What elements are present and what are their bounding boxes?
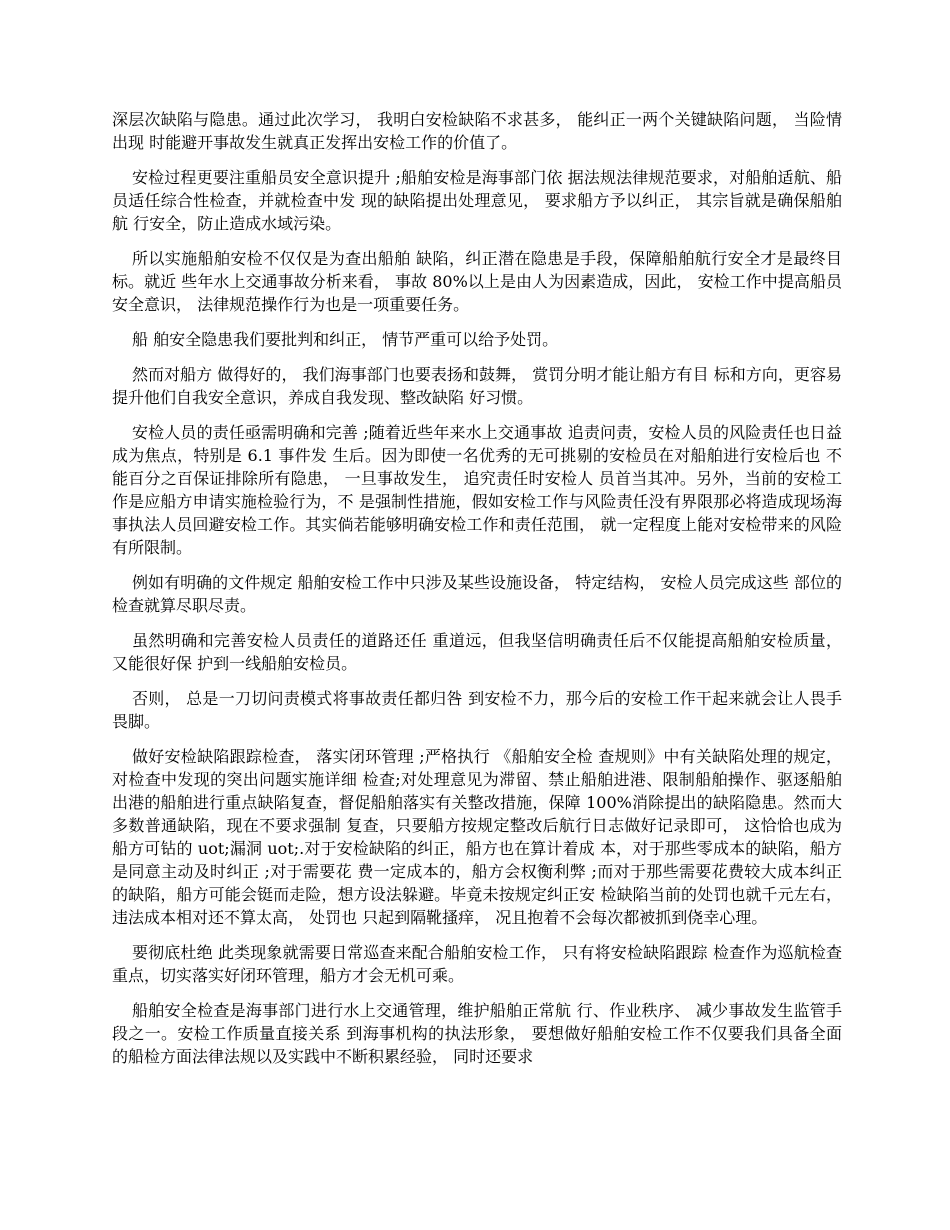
paragraph-otherwise: 否则， 总是一刀切问责模式将事故责任都归咎 到安检不力，那今后的安检工作干起来就会让人畏手畏脚。 <box>112 689 842 731</box>
paragraph-praise: 然而对船方 做得好的， 我们海事部门也要表扬和鼓舞， 赏罚分明才能让船方有目 标和方向，更容易提升他们自我安全意识，养成自我发现、整改缺陷 好习惯。 <box>112 365 842 407</box>
paragraph-continuation: 深层次缺陷与隐患。通过此次学习， 我明白安检缺陷不求甚多， 能纠正一两个关键缺陷问题， 当险情出现 时能避开事故发生就真正发挥出安检工作的价值了。 <box>112 110 842 152</box>
paragraph-inspection-goal: 所以实施船舶安检不仅仅是为查出船舶 缺陷，纠正潜在隐患是手段，保障船舶航行安全才是最终目标。就近 些年水上交通事故分析来看， 事故 80%以上是由人为因素造成，因此， 安检工作中提高船员安全意识， 法律规范操作行为也是一项重要任务。 <box>112 249 842 314</box>
paragraph-conclusion: 船舶安全检查是海事部门进行水上交通管理，维护船舶正常航 行、作业秩序、 减少事故发生监管手段之一。安检工作质量直接关系 到海事机构的执法形象， 要想做好船舶安检工作不仅要我们具备全面 的船检方面法律法规以及实践中不断积累经验， 同时还要求 <box>112 1001 842 1066</box>
paragraph-example: 例如有明确的文件规定 船舶安检工作中只涉及某些设施设备， 特定结构， 安检人员完成这些 部位的检查就算尽职尽责。 <box>112 573 842 615</box>
paragraph-defect-tracking: 做好安检缺陷跟踪检查， 落实闭环管理 ;严格执行 《船舶安全检 查规则》中有关缺陷处理的规定， 对检查中发现的突出问题实施详细 检查;对处理意见为滞留、禁止船舶进港、限制船舶操作、驱逐船舶 出港的船舶进行重点缺陷复查，督促船舶落实有关整改措施，保障 100%消除提出的缺陷隐患。然而大多数普通缺陷，现在不要求强制 复查，只要船方按规定整改后航行日志做好记录即可， 这恰恰也成为 船方可钻的 uot;漏洞 uot;.对于安检缺陷的纠正，船方也在算计着成 本，对于那些零成本的缺陷，船方是同意主动及时纠正 ;对于需要花 费一定成本的，船方会权衡利弊 ;而对于那些需要花费较大成本纠正 的缺陷，船方可能会铤而走险，想方设法躲避。毕竟未按规定纠正安 检缺陷当前的处罚也就千元左右， 违法成本相对还不算太高， 处罚也 只起到隔靴搔痒， 况且抱着不会每次都被抓到侥幸心理。 <box>112 747 842 927</box>
paragraph-patrol: 要彻底杜绝 此类现象就需要日常巡查来配合船舶安检工作， 只有将安检缺陷跟踪 检查作为巡航检查重点，切实落实好闭环管理，船方才会无机可乘。 <box>112 943 842 985</box>
document-page <box>112 108 842 1080</box>
paragraph-safety-awareness: 安检过程更要注重船员安全意识提升 ;船舶安检是海事部门依 据法规法律规范要求，对船舶适航、船员适任综合性检查，并就检查中发 现的缺陷提出处理意见， 要求船方予以纠正， 其宗旨就是确保船舶航 行安全，防止造成水域污染。 <box>112 168 842 233</box>
paragraph-responsibility: 安检人员的责任亟需明确和完善 ;随着近些年来水上交通事故 追责问责，安检人员的风险责任也日益成为焦点，特别是 6.1 事件发 生后。因为即使一名优秀的无可挑剔的安检员在对船舶进行安检后也 不能百分之百保证排除所有隐患， 一旦事故发生， 追究责任时安检人 员首当其冲。另外，当前的安检工作是应船方申请实施检验行为，不 是强制性措施，假如安检工作与风险责任没有界限那必将造成现场海 事执法人员回避安检工作。其实倘若能够明确安检工作和责任范围， 就一定程度上能对安检带来的风险有所限制。 <box>112 423 842 557</box>
paragraph-belief: 虽然明确和完善安检人员责任的道路还任 重道远，但我坚信明确责任后不仅能提高船舶安检质量， 又能很好保 护到一线船舶安检员。 <box>112 631 842 673</box>
paragraph-penalty: 船 舶安全隐患我们要批判和纠正， 情节严重可以给予处罚。 <box>132 330 559 349</box>
